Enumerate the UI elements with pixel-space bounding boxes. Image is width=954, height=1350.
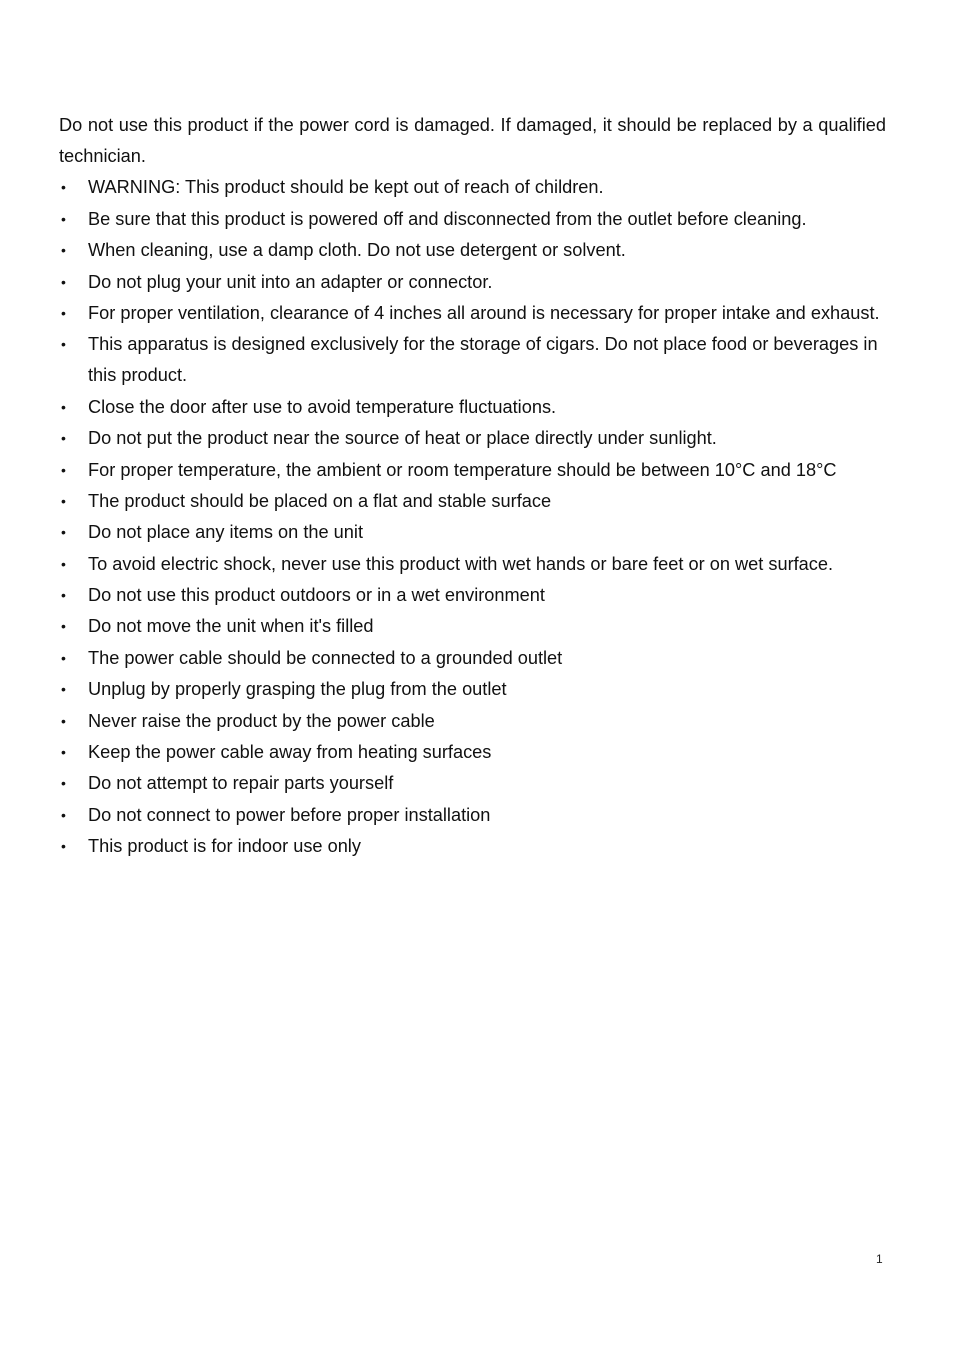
list-item-text: This apparatus is designed exclusively for the storage of cigars. Do not place food or beverages in this product. <box>88 334 878 386</box>
bullet-icon: • <box>61 492 66 509</box>
bullet-icon: • <box>61 649 66 666</box>
list-item-text: Keep the power cable away from heating surfaces <box>88 742 492 763</box>
list-item <box>59 737 886 768</box>
list-item <box>59 800 886 831</box>
list-item <box>59 486 886 517</box>
list-item <box>59 455 886 486</box>
bullet-icon: • <box>61 304 66 321</box>
list-item <box>59 674 886 705</box>
list-item-text: Do not place any items on the unit <box>88 522 363 543</box>
bullet-icon: • <box>61 461 66 478</box>
list-item <box>59 643 886 674</box>
list-item <box>59 549 886 580</box>
list-item <box>59 329 886 391</box>
list-item-text: To avoid electric shock, never use this product with wet hands or bare feet or on wet surface. <box>88 553 834 574</box>
list-item <box>59 580 886 611</box>
bullet-icon: • <box>61 179 66 196</box>
list-item-text: WARNING: This product should be kept out of reach of children. <box>88 177 604 198</box>
bullet-icon: • <box>61 838 66 855</box>
list-item <box>59 298 886 329</box>
bullet-icon: • <box>61 775 66 792</box>
list-item-text: Never raise the product by the power cable <box>88 710 435 731</box>
bullet-icon: • <box>61 681 66 698</box>
bullet-icon: • <box>61 210 66 227</box>
bullet-icon: • <box>61 242 66 259</box>
bullet-icon: • <box>61 555 66 572</box>
bullet-icon: • <box>61 273 66 290</box>
bullet-icon: • <box>61 398 66 415</box>
list-item <box>59 831 886 862</box>
list-item-text: Do not attempt to repair parts yourself <box>88 773 394 794</box>
safety-list <box>59 172 886 862</box>
document-body <box>59 110 886 862</box>
list-item-text: Do not use this product outdoors or in a wet environment <box>88 585 545 606</box>
bullet-icon: • <box>61 430 66 447</box>
bullet-icon: • <box>61 587 66 604</box>
list-item <box>59 768 886 799</box>
bullet-icon: • <box>61 524 66 541</box>
bullet-icon: • <box>61 712 66 729</box>
list-item-text: For proper temperature, the ambient or room temperature should be between 10°C and 18°C <box>88 459 837 480</box>
bullet-icon: • <box>61 744 66 761</box>
list-item-text: Do not move the unit when it's filled <box>88 616 374 637</box>
bullet-icon: • <box>61 336 66 353</box>
list-item <box>59 267 886 298</box>
intro-paragraph: Do not use this product if the power cord is damaged. If damaged, it should be replaced by a qualified technician. <box>59 115 886 166</box>
bullet-icon: • <box>61 806 66 823</box>
list-item-text: This product is for indoor use only <box>88 836 361 857</box>
list-item-text: Do not connect to power before proper installation <box>88 804 491 825</box>
bullet-icon: • <box>61 618 66 635</box>
list-item <box>59 392 886 423</box>
list-item-text: Be sure that this product is powered off and disconnected from the outlet before cleaning. <box>88 208 807 229</box>
list-item-text: Do not put the product near the source of heat or place directly under sunlight. <box>88 428 717 449</box>
list-item-text: When cleaning, use a damp cloth. Do not use detergent or solvent. <box>88 240 626 261</box>
list-item-text: Do not plug your unit into an adapter or connector. <box>88 271 493 292</box>
list-item-text: The product should be placed on a flat and stable surface <box>88 490 552 511</box>
list-item-text: For proper ventilation, clearance of 4 inches all around is necessary for proper intake and exhaust. <box>88 302 880 323</box>
list-item <box>59 204 886 235</box>
page-number: 1 <box>876 1252 883 1266</box>
list-item <box>59 611 886 642</box>
list-item <box>59 706 886 737</box>
list-item-text: The power cable should be connected to a grounded outlet <box>88 647 563 668</box>
list-item-text: Unplug by properly grasping the plug from the outlet <box>88 679 507 700</box>
list-item <box>59 235 886 266</box>
list-item-text: Close the door after use to avoid temperature fluctuations. <box>88 396 557 417</box>
list-item <box>59 423 886 454</box>
list-item <box>59 172 886 203</box>
list-item <box>59 517 886 548</box>
